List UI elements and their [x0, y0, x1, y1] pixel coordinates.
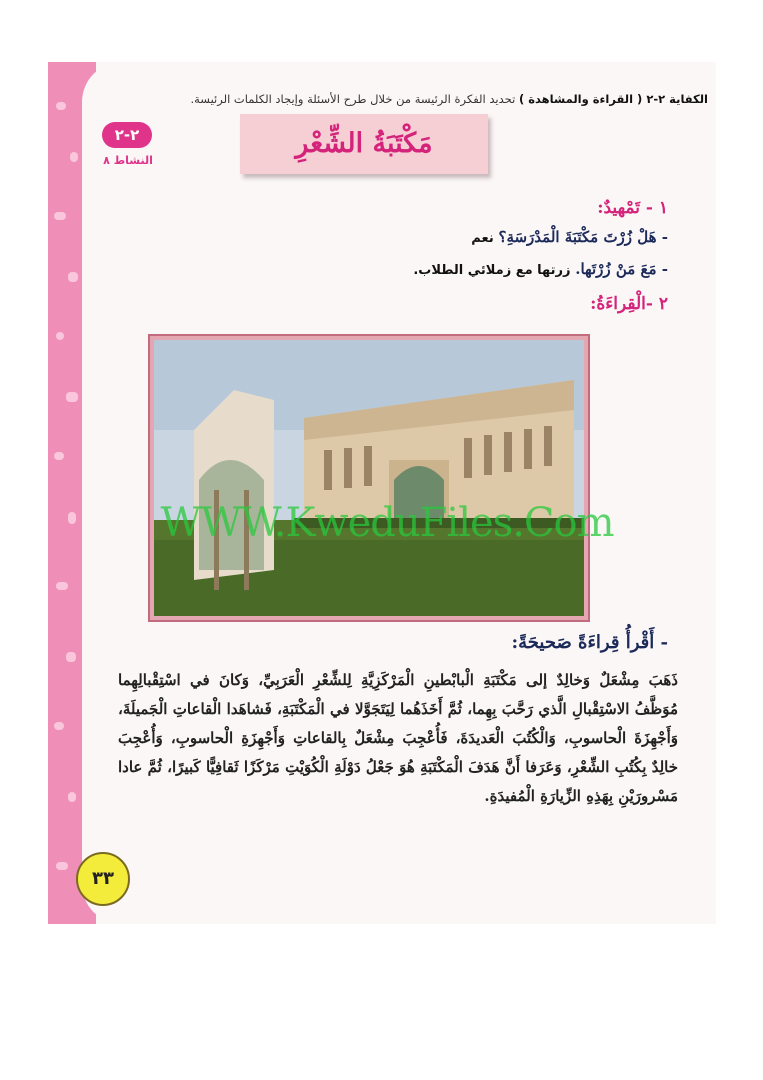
intro-question-2 — [413, 260, 668, 278]
activity-label: النشاط ٨ — [103, 154, 153, 167]
answer-2-text: زرتها مع زملائي الطلاب. — [413, 263, 571, 278]
reading-subheading: - أَقْرأُ قِراءَةً صَحيحَةً: — [511, 632, 668, 653]
question-2-text: - مَعَ مَنْ زُرْتَها. — [575, 260, 668, 278]
competency-header — [108, 92, 708, 106]
intro-question-1 — [471, 228, 668, 246]
library-photo — [154, 340, 584, 616]
page-number: ٣٣ — [76, 852, 130, 906]
competency-text: تحديد الفكرة الرئيسة من خلال طرح الأسئلة وإيجاد الكلمات الرئيسة. — [190, 92, 516, 106]
lesson-badge: ٢-٢ — [102, 122, 152, 148]
reading-paragraph: ذَهَبَ مِشْعَلٌ وَخالِدٌ إلى مَكْتَبَةِ الْبابْطينِ الْمَرْكَزِيَّةِ لِلشِّعْرِ الْعَرَبِيِّ، وَكانَ في اسْتِقْبالِهِما مُوَظَّفُ الاسْتِقْبالِ الَّذي رَحَّبَ بِهِما، ثُمَّ أَخَذَهُما لِيَتَجَوَّلا في الْمَكْتَبَةِ، فَشاهَدا الْقاعاتِ الْجَميلَةَ، وَأَجْهِزَةَ الْحاسوبِ، وَالْكُتُبَ الْعَديدَةَ، فَأُعْجِبَ مِشْعَلٌ بِالقاعاتِ وَأَجْهِزَةِ الْحاسوبِ، وَأُعْجِبَ خالِدٌ بِكُتُبِ الشِّعْرِ، وَعَرَفا أَنَّ هَدَفَ الْمَكْتَبَةِ هُوَ جَعْلُ دَوْلَةِ الْكُوَيْتِ مَرْكَزًا ثَقافِيًّا كَبيرًا، ثُمَّ عادا مَسْرورَيْنِ بِهَذِهِ الزِّيارَةِ الْمُفيدَةِ. — [118, 671, 678, 805]
textbook-page — [48, 62, 716, 924]
question-1-text: - هَلْ زُرْتَ مَكْتَبَةَ الْمَدْرَسَةِ؟ — [498, 228, 668, 246]
library-photo-frame — [148, 334, 590, 622]
reading-heading: ٢ -الْقِراءَةُ: — [590, 294, 668, 314]
intro-heading: ١ - تَمْهيدٌ: — [597, 198, 668, 218]
lesson-title: مَكْتَبَةُ الشِّعْرِ — [240, 114, 488, 174]
answer-1-text: نعم — [471, 231, 494, 246]
competency-label: الكفاية ٢-٢ ( القراءة والمشاهدة ) — [518, 92, 708, 106]
watermark: WWW.KweduFiles.Com — [160, 500, 614, 546]
